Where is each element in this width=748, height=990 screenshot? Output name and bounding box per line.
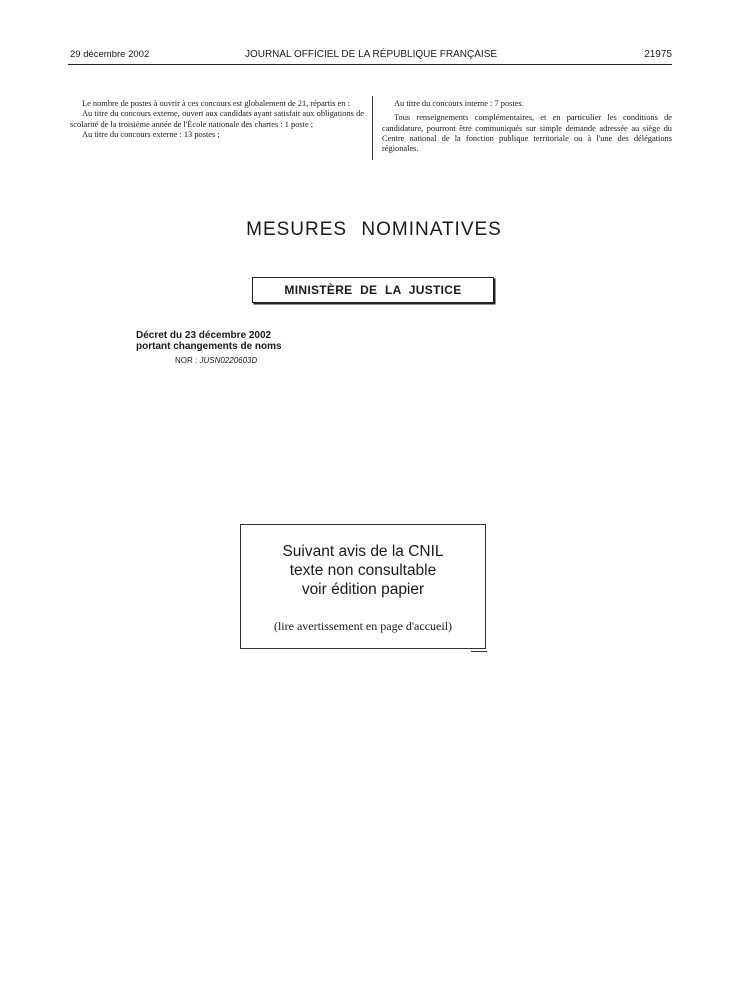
cnil-notice-note: (lire avertissement en page d'accueil) xyxy=(273,619,453,633)
right-paragraph-1: Au titre du concours interne : 7 postes. xyxy=(394,99,524,108)
right-column xyxy=(382,99,672,154)
right-paragraph-2: Tous renseignements complémentaires, et en particulier les conditions de candidature, pourront être communiqués sur simple demande adressée au siège du Centre national de la fonction publique territoriale ou à l'une des délégations régionales. xyxy=(382,113,672,154)
journal-title: JOURNAL OFFICIEL DE LA RÉPUBLIQUE FRANÇAISE xyxy=(244,49,498,60)
decree-title xyxy=(136,330,282,352)
cnil-line-1: Suivant avis de la CNIL xyxy=(282,543,444,560)
left-paragraph-1: Le nombre de postes à ouvrir à ces concours est globalement de 21, répartis en : xyxy=(82,99,350,108)
header-rule xyxy=(68,64,672,65)
decree-title-line-2: portant changements de noms xyxy=(136,341,282,352)
page-number: 21975 xyxy=(644,49,672,60)
nor-code: JUSN0220603D xyxy=(199,356,258,365)
section-title: MESURES NOMINATIVES xyxy=(246,219,502,240)
cnil-line-2: texte non consultable xyxy=(289,562,437,579)
cnil-box-corner-mark xyxy=(471,651,487,652)
left-column xyxy=(70,99,364,140)
cnil-box-top-rule xyxy=(241,524,485,525)
nor-label: NOR : xyxy=(175,356,198,365)
decree-title-line-1: Décret du 23 décembre 2002 xyxy=(136,330,272,341)
cnil-notice-box xyxy=(240,524,486,649)
left-paragraph-2: Au titre du concours externe, ouvert aux candidats ayant satisfait aux obligations de scolarité de la troisième année de l'École nationale des chartes : 1 poste ; xyxy=(70,109,364,129)
page-header xyxy=(70,49,672,65)
left-paragraph-3: Au titre du concours externe : 13 postes ; xyxy=(82,129,220,139)
ministry-heading: MINISTÈRE DE LA JUSTICE xyxy=(252,277,494,303)
cnil-line-3: voir édition papier xyxy=(301,581,425,598)
nor-reference xyxy=(175,356,257,365)
column-divider xyxy=(372,96,373,160)
issue-date: 29 décembre 2002 xyxy=(70,49,150,60)
cnil-notice-text xyxy=(241,542,485,599)
